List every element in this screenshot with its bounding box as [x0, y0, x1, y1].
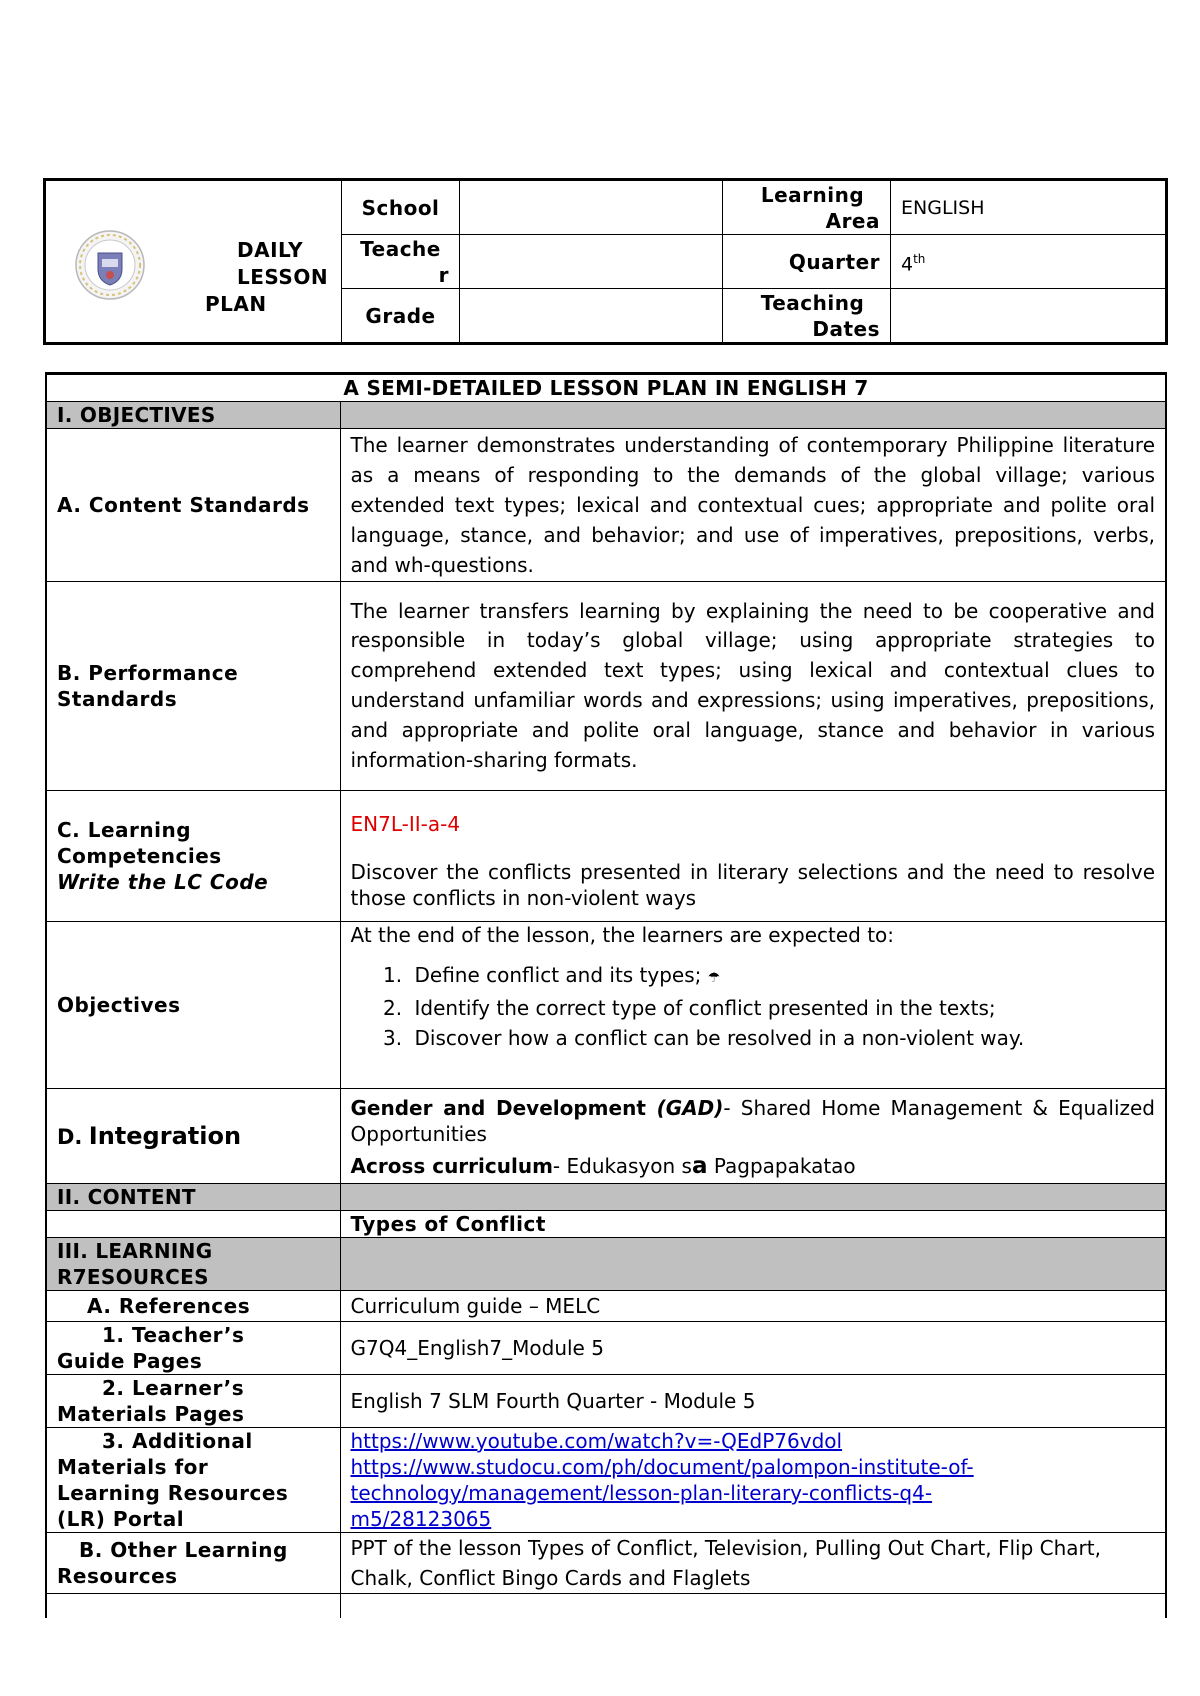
resources-heading-blank: [340, 1238, 1166, 1291]
header-table: [43, 178, 1168, 345]
list-item: 2. Identify the correct type of conflict presented in the texts;: [409, 993, 1156, 1023]
empty-row: [46, 1594, 1166, 1619]
performance-standards-text: The learner transfers learning by explaining the need to be cooperative and responsible in today’s global village; using appropriate strategies to comprehend extended text types; using lexical and contextual clues to understand unfamiliar words and expressions; using imperatives, prepositions, and appropriate and polite oral language, stance and behavior in various information-sharing formats.: [340, 582, 1166, 791]
other-resources-label: B. Other Learning Resources: [46, 1533, 340, 1594]
content-standards-row: [46, 429, 1166, 582]
objectives-label: Objectives: [46, 922, 340, 1089]
youtube-link[interactable]: https://www.youtube.com/watch?v=-QEdP76vdol: [350, 1429, 843, 1453]
daily-lesson-plan-title: DAILY LESSON PLAN: [205, 238, 329, 316]
references-label: A. References: [46, 1291, 340, 1322]
teaching-dates-label: Teaching Dates: [723, 289, 891, 344]
quarter-value[interactable]: 4th: [891, 235, 1167, 289]
header-logo-cell: [45, 180, 342, 344]
resources-section-row: [46, 1238, 1166, 1291]
lc-code: EN7L-II-a-4: [350, 812, 461, 836]
objectives-heading-blank: [340, 402, 1166, 429]
teachers-guide-label: 1. Teacher’s Guide Pages: [46, 1322, 340, 1375]
list-item: 3. Discover how a conflict can be resolved in a non-violent way.: [409, 1023, 1156, 1053]
resources-heading: III. LEARNING R7ESOURCES: [46, 1238, 340, 1291]
learning-area-value[interactable]: ENGLISH: [891, 180, 1167, 235]
teachers-guide-value: G7Q4_English7_Module 5: [340, 1322, 1166, 1375]
integration-label: D. Integration: [46, 1089, 340, 1184]
learning-competencies-row: [46, 791, 1166, 922]
other-resources-row: [46, 1533, 1166, 1594]
teachers-guide-row: [46, 1322, 1166, 1375]
empty-cell-right: [340, 1594, 1166, 1619]
integration-row: [46, 1089, 1166, 1184]
content-section-row: [46, 1184, 1166, 1211]
content-heading: II. CONTENT: [46, 1184, 340, 1211]
teacher-value[interactable]: [460, 235, 723, 289]
learning-competencies-label: C. Learning Competencies Write the LC Code: [46, 791, 340, 922]
objectives-intro: At the end of the lesson, the learners are expected to:: [350, 923, 895, 947]
teacher-label: Teache r: [342, 235, 460, 289]
rain-cloud-icon: ☂: [707, 970, 721, 986]
competency-text: Discover the conflicts presented in literary selections and the need to resolve those conflicts in non-violent ways: [350, 860, 1156, 910]
performance-standards-label: B. Performance Standards: [46, 582, 340, 791]
list-item: 1. Define conflict and its types; ☂: [409, 960, 1156, 993]
grade-label: Grade: [342, 289, 460, 344]
lesson-plan-table: [45, 372, 1167, 1618]
performance-standards-row: [46, 582, 1166, 791]
content-value-blank: [46, 1211, 340, 1238]
deped-seal-logo: [74, 229, 146, 301]
references-value: Curriculum guide – MELC: [340, 1291, 1166, 1322]
gad-text: Gender and Development (GAD)- Shared Home Management & Equalized Opportunities: [350, 1096, 1155, 1146]
learning-area-label: Learning Area: [723, 180, 891, 235]
content-standards-label: A. Content Standards: [46, 429, 340, 582]
quarter-label: Quarter: [723, 235, 891, 289]
learners-materials-label: 2. Learner’s Materials Pages: [46, 1375, 340, 1428]
additional-materials-row: [46, 1428, 1166, 1533]
school-value[interactable]: [460, 180, 723, 235]
objectives-list: [351, 960, 1156, 1053]
grade-value[interactable]: [460, 289, 723, 344]
integration-content: [340, 1089, 1166, 1184]
objectives-row: [46, 922, 1166, 1089]
learning-competencies-content: [340, 791, 1166, 922]
empty-cell-left: [46, 1594, 340, 1619]
additional-materials-links: [340, 1428, 1166, 1533]
school-label: School: [342, 180, 460, 235]
other-resources-value: PPT of the lesson Types of Conflict, Television, Pulling Out Chart, Flip Chart, Chalk, Conflict Bingo Cards and Flaglets: [340, 1533, 1166, 1594]
content-standards-text: The learner demonstrates understanding of contemporary Philippine literature as a means of responding to the demands of the global village; various extended text types; lexical and contextual cues; appropriate and polite oral language, stance, and behavior; and use of imperatives, prepositions, verbs, and wh-questions.: [340, 429, 1166, 582]
plan-title-row: [46, 374, 1166, 402]
objectives-section-row: [46, 402, 1166, 429]
references-row: [46, 1291, 1166, 1322]
teaching-dates-value[interactable]: [891, 289, 1167, 344]
content-heading-blank: [340, 1184, 1166, 1211]
additional-materials-label: 3. Additional Materials for Learning Resources (LR) Portal: [46, 1428, 340, 1533]
studocu-link[interactable]: https://www.studocu.com/ph/document/palompon-institute-of- technology/management/lesson-plan-literary-conflicts-q4- m5/28123065: [350, 1455, 974, 1531]
content-value: Types of Conflict: [340, 1211, 1166, 1238]
learners-materials-row: [46, 1375, 1166, 1428]
content-value-row: [46, 1211, 1166, 1238]
objectives-heading: I. OBJECTIVES: [46, 402, 340, 429]
across-curriculum-text: Across curriculum- Edukasyon sa Pagpapakatao: [350, 1153, 856, 1179]
learners-materials-value: English 7 SLM Fourth Quarter - Module 5: [340, 1375, 1166, 1428]
objectives-content: [340, 922, 1166, 1089]
plan-title: A SEMI-DETAILED LESSON PLAN IN ENGLISH 7: [46, 374, 1166, 402]
